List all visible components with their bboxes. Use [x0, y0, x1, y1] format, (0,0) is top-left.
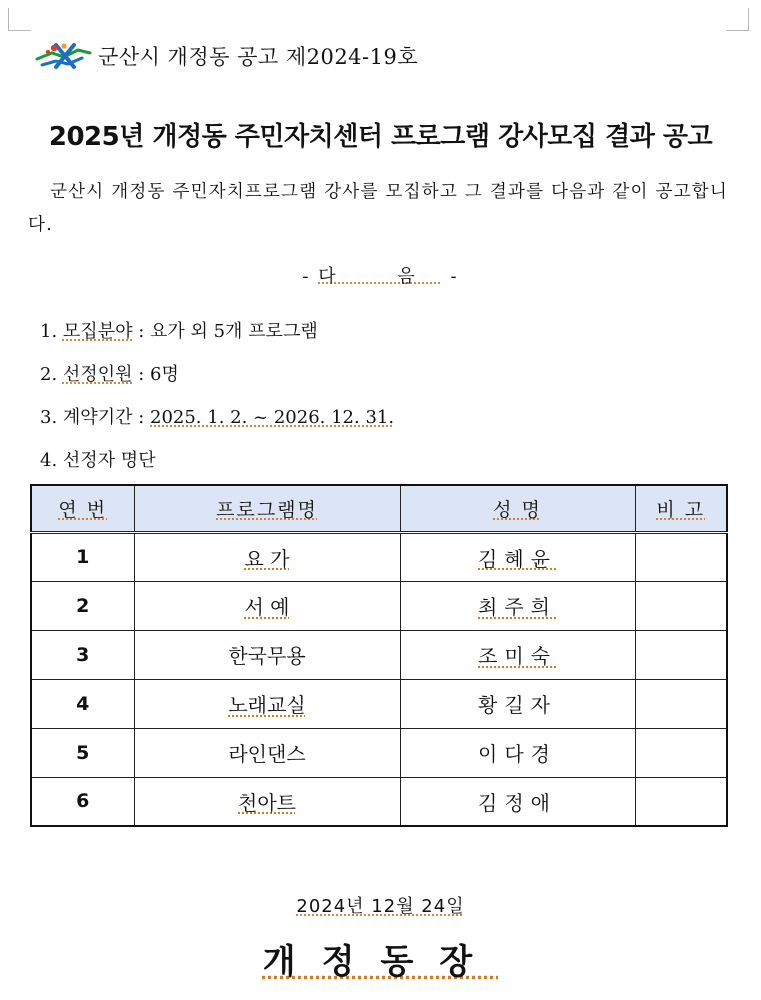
- row-note: [635, 532, 727, 581]
- row-name: 황길자: [400, 679, 635, 728]
- list-item: [40, 318, 394, 361]
- row-number: 2: [31, 581, 134, 630]
- row-note: [635, 777, 727, 826]
- page-corner-mark-left: [8, 8, 31, 31]
- row-name: 김정애: [400, 777, 635, 826]
- da-eum-dash-right: -: [450, 266, 459, 287]
- row-note: [635, 728, 727, 777]
- item-separator: :: [132, 321, 150, 342]
- da-eum-text: 다 음: [318, 266, 443, 287]
- da-eum-dash-left: -: [302, 266, 311, 287]
- item-number: 4.: [40, 450, 58, 471]
- table-row: [31, 728, 727, 777]
- row-program: 라인댄스: [134, 728, 400, 777]
- table-row: [31, 679, 727, 728]
- row-note: [635, 679, 727, 728]
- row-name: 조미숙: [400, 630, 635, 679]
- row-note: [635, 630, 727, 679]
- row-number: 4: [31, 679, 134, 728]
- item-label: 계약기간: [62, 407, 133, 428]
- selected-instructors-table: [30, 484, 728, 827]
- item-separator: :: [132, 364, 150, 385]
- row-program: 노래교실: [134, 679, 400, 728]
- row-program: 요 가: [134, 532, 400, 581]
- notice-header: [34, 40, 418, 72]
- column-header-program: 프로그램명: [134, 485, 400, 532]
- row-number: 1: [31, 532, 134, 581]
- row-number: 6: [31, 777, 134, 826]
- row-program: 천아트: [134, 777, 400, 826]
- item-value: 2025. 1. 2. ~ 2026. 12. 31.: [150, 407, 395, 428]
- table-header-row: [31, 485, 727, 532]
- item-label: 선정인원: [62, 364, 133, 385]
- row-name: 김혜윤: [400, 532, 635, 581]
- notice-number: 군산시 개정동 공고 제2024-19호: [98, 45, 419, 69]
- item-label: 선정자 명단: [62, 450, 156, 471]
- item-number: 3.: [40, 407, 58, 428]
- announcement-date: 2024년 12월 24일: [296, 896, 465, 917]
- table-row: [31, 777, 727, 826]
- table-row: [31, 581, 727, 630]
- item-number: 2.: [40, 364, 58, 385]
- row-program: 서 예: [134, 581, 400, 630]
- row-name: 최주희: [400, 581, 635, 630]
- document-title: 2025년 개정동 주민자치센터 프로그램 강사모집 결과 공고: [48, 122, 713, 152]
- intro-paragraph: 군산시 개정동 주민자치프로그램 강사를 모집하고 그 결과를 다음과 같이 공고합니다.: [28, 182, 728, 235]
- row-program: 한국무용: [134, 630, 400, 679]
- table-row: [31, 532, 727, 581]
- row-note: [635, 581, 727, 630]
- table-row: [31, 630, 727, 679]
- item-separator: :: [132, 407, 150, 428]
- column-header-number: 연 번: [31, 485, 134, 532]
- page-corner-mark-right: [726, 8, 749, 31]
- list-item: [40, 404, 394, 447]
- row-name: 이다경: [400, 728, 635, 777]
- item-label: 모집분야: [62, 321, 133, 342]
- da-eum-heading: [0, 262, 761, 288]
- item-value: 6명: [150, 364, 179, 385]
- column-header-note: 비 고: [635, 485, 727, 532]
- row-number: 3: [31, 630, 134, 679]
- item-list: [40, 318, 394, 490]
- signer-title: 개정동장: [262, 942, 499, 982]
- item-number: 1.: [40, 321, 58, 342]
- gunsan-city-logo-icon: [34, 41, 92, 71]
- row-number: 5: [31, 728, 134, 777]
- column-header-name: 성 명: [400, 485, 635, 532]
- item-value: 요가 외 5개 프로그램: [150, 321, 318, 342]
- list-item: [40, 361, 394, 404]
